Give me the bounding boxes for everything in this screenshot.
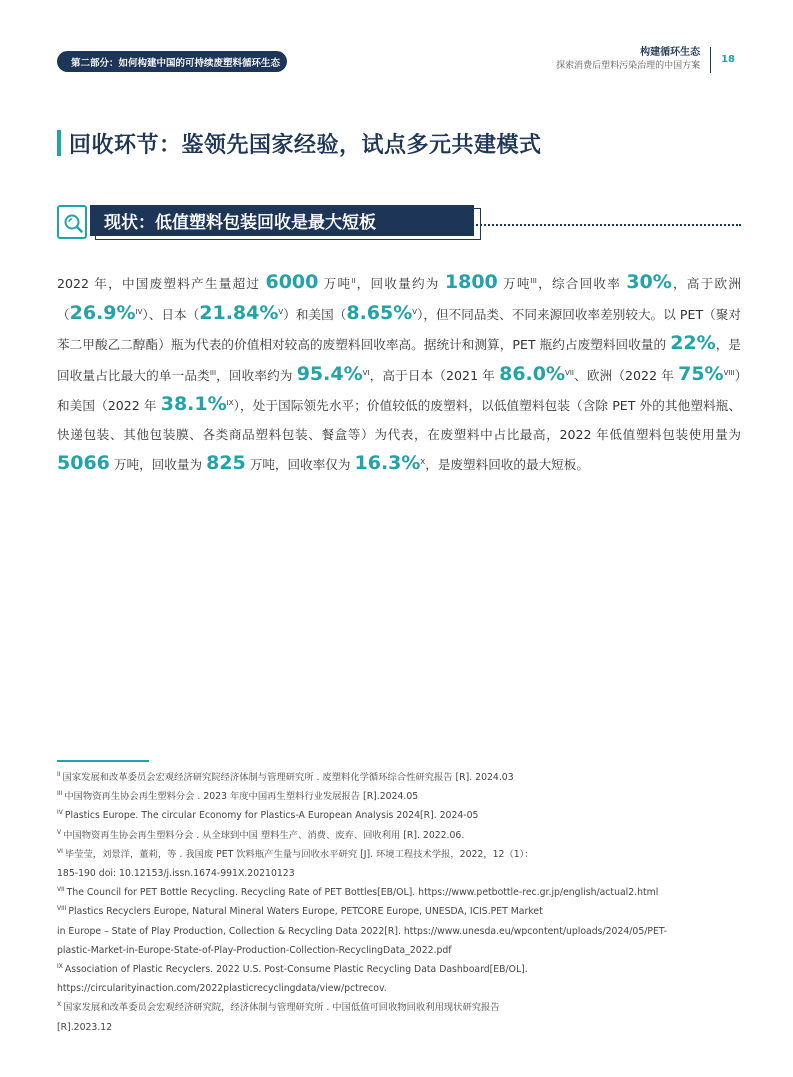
- footnote: [57, 806, 741, 825]
- text-run: 2022 年，中国废塑料产生量超过: [57, 276, 266, 291]
- footnote: [57, 1018, 741, 1037]
- footnote-ref: VI: [362, 368, 370, 377]
- text-run: 万吨，回收率仅为: [245, 457, 355, 472]
- running-header: [556, 46, 735, 73]
- footnote-ref: II: [351, 276, 356, 285]
- footnote: [57, 787, 741, 806]
- footnote: [57, 960, 741, 979]
- footnote-text: 毕莹莹，刘景洋，董莉，等 . 我国废 PET 饮料瓶产生量与回收水平研究 [J]. 环境工程技术学报，2022，12（1）：: [64, 848, 534, 860]
- footnote-ref: X: [420, 457, 426, 466]
- footnote: [57, 768, 741, 787]
- highlight-figure: 8.65%: [346, 301, 413, 324]
- footnote: [57, 845, 741, 864]
- footnote: [57, 998, 741, 1017]
- footnote-ref: IV: [135, 307, 143, 316]
- text-run: ，回收率约为: [216, 367, 297, 383]
- footnote-text: 中国物资再生协会再生塑料分会 . 2023 年度中国再生塑料行业发展报告 [R].2024.05: [64, 791, 419, 803]
- footnote-ref: III: [530, 276, 537, 285]
- footnote-marker: X: [57, 1001, 62, 1009]
- footnote-text: Plastics Recyclers Europe, Natural Mineral Waters Europe, PETCORE Europe, UNESDA, ICIS.PET Market: [68, 906, 543, 918]
- footnote-ref: VIII: [723, 368, 735, 377]
- subsection-title: 现状：低值塑料包装回收是最大短板: [90, 205, 474, 236]
- footnotes: [57, 768, 741, 1037]
- page-number: 18: [721, 54, 735, 65]
- highlight-figure: 95.4%: [296, 362, 363, 385]
- highlight-figure: 5066: [57, 452, 110, 474]
- text-run: ）和美国（2022 年: [57, 367, 742, 413]
- highlight-figure: 16.3%: [354, 452, 421, 474]
- highlight-figure: 26.9%: [69, 301, 136, 324]
- footnote-marker: IV: [57, 809, 63, 817]
- heading-text: 回收环节：鉴领先国家经验，试点多元共建模式: [69, 132, 542, 158]
- footnote: [57, 979, 741, 998]
- highlight-figure: 38.1%: [160, 393, 227, 415]
- highlight-figure: 22%: [670, 332, 716, 354]
- footnote: [57, 883, 741, 902]
- footnote: [57, 902, 741, 921]
- footnote-text: 国家发展和改革委员会宏观经济研究院经济体制与管理研究所 . 废塑料化学循环综合性研究报告 [R]. 2024.03: [62, 772, 514, 783]
- heading-accent-bar: [57, 130, 61, 156]
- highlight-figure: 6000: [265, 271, 319, 293]
- footnote-text: Association of Plastic Recyclers. 2022 U.S. Post-Consume Plastic Recycling Data Dashboard[EB/OL].: [64, 964, 528, 976]
- paragraph-text: [57, 268, 741, 480]
- footnote-marker: VI: [57, 847, 63, 855]
- magnifier-document-icon: [57, 205, 87, 239]
- footnote-text: plastic-Market-in-Europe-State-of-Play-Production-Collection-RecyclingData_2022.pdf: [57, 944, 452, 956]
- text-run: ，是回收量占比最大的单一品类: [57, 337, 741, 383]
- highlight-figure: 825: [206, 452, 246, 474]
- footnote-marker: VII: [57, 886, 65, 894]
- highlight-figure: 30%: [626, 271, 672, 293]
- subsection-header: [57, 205, 741, 241]
- footnote: [57, 864, 741, 883]
- footnote-marker: VIII: [57, 905, 67, 913]
- text-run: ，高于欧洲（: [57, 276, 741, 322]
- header-divider: [710, 47, 711, 73]
- footnote-text: 185-190 doi: 10.12153/j.issn.1674-991X.20210123: [57, 868, 295, 880]
- header-subtitle: 探索消费后塑料污染治理的中国方案: [556, 61, 701, 71]
- text-run: 万吨: [318, 276, 352, 291]
- highlight-figure: 86.0%: [499, 362, 566, 385]
- text-run: ，回收量约为: [355, 276, 445, 291]
- text-run: ，综合回收率: [536, 276, 627, 291]
- footnote-rule: [57, 760, 149, 762]
- footnote-text: The Council for PET Bottle Recycling. Recycling Rate of PET Bottles[EB/OL]. https://www.petbottle-rec.gr.jp/english/actual2.html: [66, 887, 659, 899]
- footnote-ref: IX: [226, 398, 234, 407]
- main-heading: [57, 128, 542, 158]
- footnote-text: 中国物资再生协会再生塑料分会 . 从全球到中国 塑料生产、消费、废弃、回收利用 [R]. 2022.06.: [63, 829, 465, 841]
- footnote-marker: III: [57, 790, 63, 798]
- highlight-figure: 75%: [678, 362, 724, 385]
- footnote-text: Plastics Europe. The circular Economy for Plastics-A European Analysis 2024[R]. 2024-05: [64, 810, 479, 822]
- footnote-ref: III: [209, 368, 217, 377]
- footnote: [57, 941, 741, 960]
- footnote-ref: V: [412, 307, 418, 316]
- header-titles: [556, 46, 700, 73]
- text-run: 万吨，回收量为: [109, 457, 207, 472]
- footnote-marker: V: [57, 828, 62, 836]
- footnote-text: [R].2023.12: [57, 1021, 113, 1033]
- footnote-text: 国家发展和改革委员会宏观经济研究院，经济体制与管理研究所 . 中国低值可回收物回收利用现状研究报告: [63, 1002, 500, 1014]
- highlight-figure: 1800: [444, 271, 498, 293]
- footnote-ref: VII: [565, 368, 574, 377]
- footnote-marker: IX: [57, 962, 63, 970]
- footnote: [57, 922, 741, 941]
- footnote-marker: II: [57, 770, 61, 778]
- footnote-text: in Europe – State of Play Production, Collection & Recycling Data 2022[R]. https://www.unesda.eu/wpcontent/uploads/2024/05/PET-: [57, 925, 668, 937]
- text-run: ，是废塑料回收的最大短板。: [425, 457, 589, 472]
- highlight-figure: 21.84%: [199, 301, 279, 324]
- footnote-text: https://circularityinaction.com/2022plasticrecyclingdata/view/pctrecov.: [57, 983, 387, 995]
- text-run: ，高于日本（2021 年: [369, 367, 500, 383]
- footnote-ref: V: [278, 307, 284, 316]
- text-run: 、欧洲（2022 年: [573, 367, 679, 383]
- text-run: ）和美国（: [283, 306, 347, 322]
- text-run: ）、日本（: [142, 306, 200, 322]
- dotted-divider: [441, 224, 741, 226]
- text-run: ），但不同品类、不同来源回收率差别较大。以 PET（聚对苯二甲酸乙二醇酯）瓶为代表的价值相对较高的废塑料回收率高。据统计和测算，PET 瓶约占废塑料回收量的: [57, 306, 742, 352]
- text-run: ），处于国际领先水平；价值较低的废塑料，以低值塑料包装（含除 PET 外的其他塑料瓶、快递包装、其他包装膜、各类商品塑料包装、餐盒等）为代表，在废塑料中占比最高，2022 年低值塑料包装使用量为: [57, 398, 741, 442]
- footnote: [57, 826, 741, 845]
- text-run: 万吨: [497, 276, 531, 291]
- header-title: 构建循环生态: [640, 47, 701, 58]
- body-paragraph: [57, 268, 741, 480]
- section-label: 第二部分：如何构建中国的可持续废塑料循环生态: [57, 51, 287, 72]
